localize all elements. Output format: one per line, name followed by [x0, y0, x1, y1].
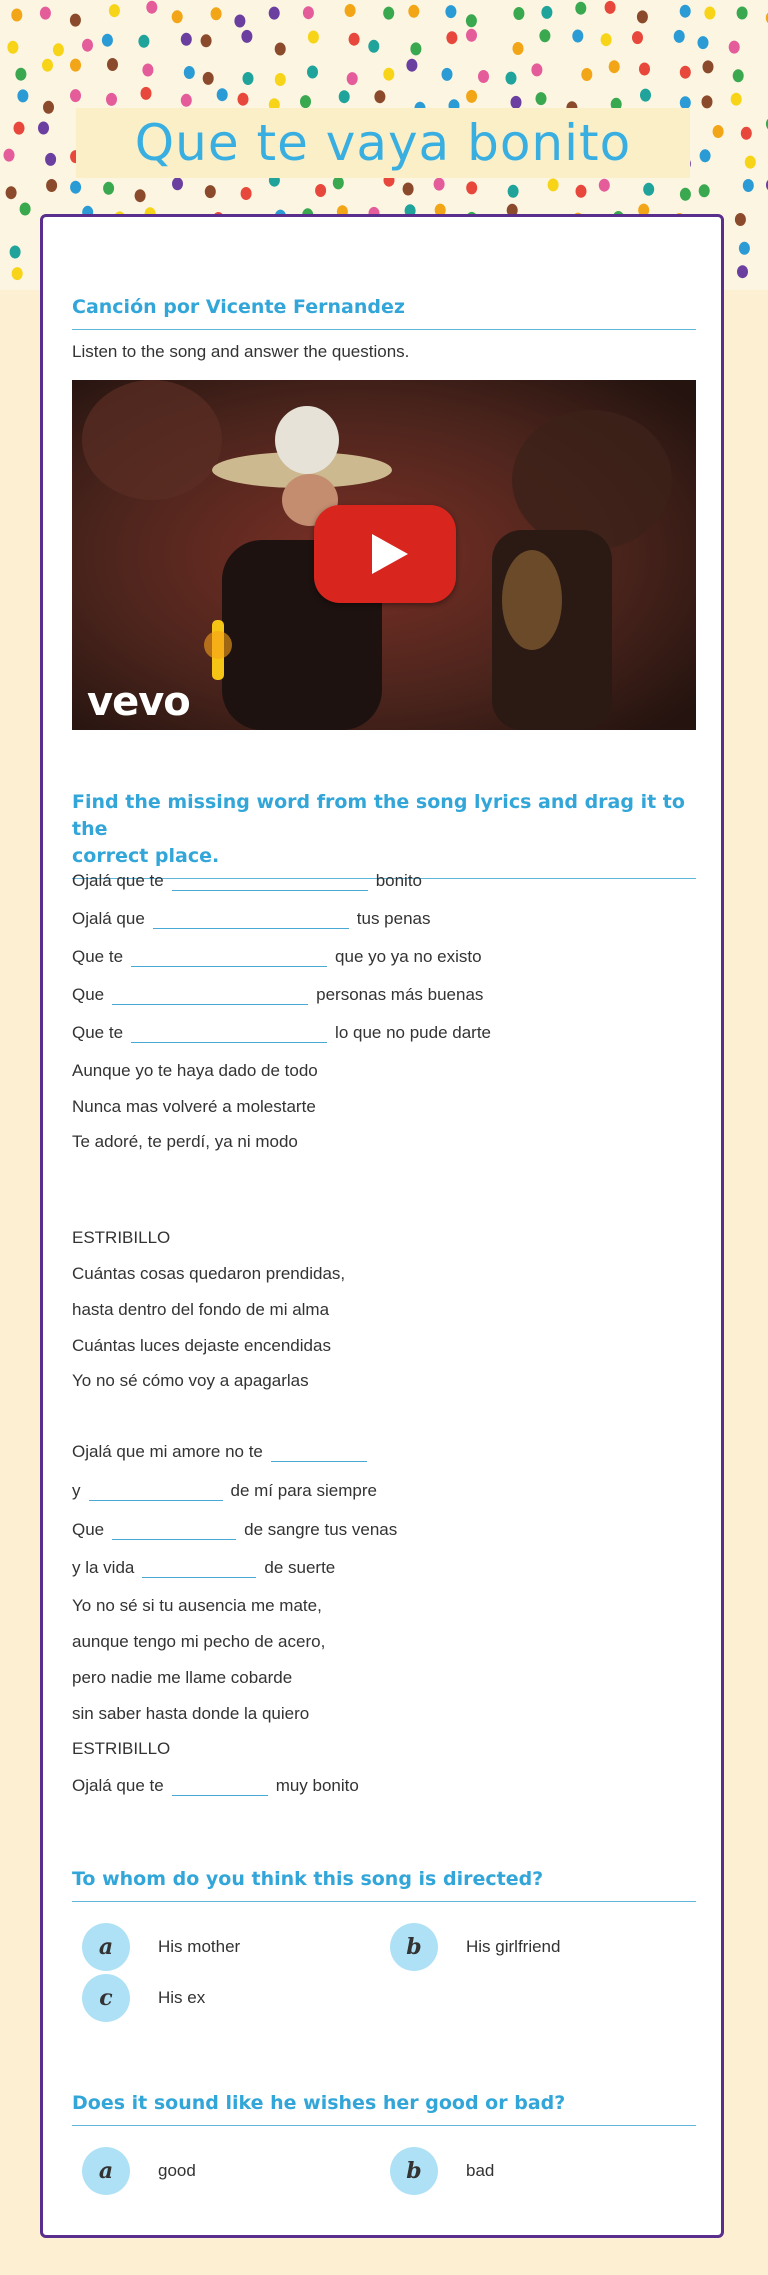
confetti-dot: [107, 58, 118, 71]
lyric-line: Cuántas cosas quedaron prendidas,: [72, 1264, 346, 1283]
confetti-dot: [141, 87, 152, 100]
drop-zone[interactable]: [131, 1024, 327, 1043]
confetti-dot: [729, 41, 740, 54]
confetti-dot: [142, 64, 153, 77]
intro-instruction: Listen to the song and answer the questions.: [72, 342, 410, 361]
confetti-dot: [11, 9, 22, 22]
confetti-dot: [138, 35, 149, 48]
lyrics-title-line-1: Find the missing word from the song lyrics and drag it to the: [72, 791, 685, 840]
lyric-line: pero nadie me llame cobarde: [72, 1668, 293, 1687]
confetti-dot: [513, 42, 524, 55]
chorus-label: ESTRIBILLO: [72, 1228, 171, 1247]
confetti-dot: [42, 59, 53, 72]
confetti-dot: [308, 31, 319, 44]
confetti-dot: [576, 185, 587, 198]
lyric-line: Que te lo que no pude darte: [72, 1023, 492, 1042]
confetti-dot: [410, 42, 421, 55]
drop-zone[interactable]: [89, 1482, 223, 1501]
lyric-line: Yo no sé si tu ausencia me mate,: [72, 1596, 322, 1615]
confetti-dot: [713, 125, 724, 138]
confetti-dot: [434, 178, 445, 191]
question-2-title: Does it sound like he wishes her good or bad?: [72, 2090, 696, 2126]
lyric-line: Ojalá que mi amore no te: [72, 1441, 696, 1462]
option-text: His mother: [158, 1937, 241, 1956]
lyrics-section-title: [72, 789, 696, 879]
confetti-dot: [303, 6, 314, 19]
confetti-dot: [680, 188, 691, 201]
confetti-dot: [698, 36, 709, 49]
confetti-dot: [745, 156, 756, 169]
confetti-dot: [632, 31, 643, 44]
lyric-line: y de mí para siempre: [72, 1481, 377, 1500]
lyrics-title-line-2: correct place.: [72, 845, 220, 867]
confetti-dot: [680, 66, 691, 79]
lyrics-section-header: [72, 789, 696, 879]
song-subtitle: Canción por Vicente Fernandez: [72, 294, 696, 330]
drop-zone[interactable]: [142, 1559, 256, 1578]
answer-option-b[interactable]: [390, 1923, 560, 1971]
lyric-line: Que te que yo ya no existo: [72, 947, 482, 966]
option-letter-badge: a: [82, 2147, 130, 2195]
confetti-dot: [478, 70, 489, 83]
confetti-dot: [466, 181, 477, 194]
lyric-line: y la vida de suerte: [72, 1558, 336, 1577]
question-2-header: [72, 2090, 696, 2126]
confetti-dot: [539, 29, 550, 42]
confetti-dot: [733, 69, 744, 82]
confetti-dot: [674, 30, 685, 43]
confetti-dot: [508, 185, 519, 198]
question-1-title: To whom do you think this song is directed?: [72, 1866, 696, 1902]
confetti-dot: [12, 267, 23, 280]
confetti-dot: [20, 203, 31, 216]
confetti-dot: [307, 66, 318, 79]
confetti-dot: [103, 182, 114, 195]
confetti-dot: [70, 59, 81, 72]
confetti-dot: [702, 95, 713, 108]
confetti-dot: [6, 186, 17, 199]
answer-option-c[interactable]: [82, 1974, 205, 2022]
option-text: His girlfriend: [466, 1937, 561, 1956]
confetti-dot: [680, 5, 691, 18]
confetti-dot: [368, 40, 379, 53]
confetti-dot: [506, 72, 517, 85]
confetti-dot: [731, 93, 742, 106]
confetti-dot: [531, 63, 542, 76]
confetti-dot: [269, 7, 280, 20]
confetti-dot: [146, 1, 157, 14]
confetti-dot: [374, 90, 385, 103]
confetti-dot: [735, 213, 746, 226]
intro-section: [72, 294, 696, 362]
confetti-dot: [135, 189, 146, 202]
confetti-dot: [737, 7, 748, 20]
confetti-dot: [181, 94, 192, 107]
drop-zone[interactable]: [112, 986, 308, 1005]
drop-zone[interactable]: [172, 1777, 268, 1796]
confetti-dot: [541, 6, 552, 19]
confetti-dot: [46, 179, 57, 192]
lyric-line: Que de sangre tus venas: [72, 1520, 398, 1539]
confetti-dot: [637, 10, 648, 23]
confetti-dot: [466, 90, 477, 103]
confetti-dot: [548, 178, 559, 191]
option-letter-badge: c: [82, 1974, 130, 2022]
confetti-dot: [203, 72, 214, 85]
confetti-dot: [741, 127, 752, 140]
confetti-dot: [643, 183, 654, 196]
confetti-dot: [43, 101, 54, 114]
confetti-dot: [339, 90, 350, 103]
confetti-dot: [40, 7, 51, 20]
confetti-dot: [446, 31, 457, 44]
confetti-dot: [234, 15, 245, 28]
confetti-dot: [572, 30, 583, 43]
confetti-dot: [106, 93, 117, 106]
confetti-dot: [181, 33, 192, 46]
drop-zone[interactable]: [172, 872, 368, 891]
confetti-dot: [345, 4, 356, 17]
confetti-dot: [70, 89, 81, 102]
confetti-dot: [739, 242, 750, 255]
confetti-dot: [536, 92, 547, 105]
confetti-dot: [442, 68, 453, 81]
confetti-dot: [70, 14, 81, 27]
drop-zone[interactable]: [131, 948, 327, 967]
lyric-line: hasta dentro del fondo de mi alma: [72, 1300, 330, 1319]
lyric-line: Ojalá que tus penas: [72, 909, 431, 928]
lyric-line: Ojalá que te muy bonito: [72, 1776, 359, 1795]
confetti-dot: [15, 68, 26, 81]
lyric-line: sin saber hasta donde la quiero: [72, 1704, 310, 1723]
confetti-dot: [575, 2, 586, 15]
lyric-line: Ojalá que te bonito: [72, 871, 423, 890]
drop-zone[interactable]: [112, 1521, 236, 1540]
lyric-line: Aunque yo te haya dado de todo: [72, 1061, 318, 1080]
title-banner: [76, 108, 690, 178]
confetti-dot: [17, 89, 28, 102]
confetti-dot: [408, 5, 419, 18]
confetti-dot: [605, 1, 616, 14]
video-player[interactable]: [72, 380, 696, 730]
confetti-dot: [38, 122, 49, 135]
confetti-dot: [300, 95, 311, 108]
confetti-dot: [109, 4, 120, 17]
confetti-dot: [703, 60, 714, 73]
lyric-line: Cuántas luces dejaste encendidas: [72, 1336, 331, 1355]
confetti-dot: [383, 68, 394, 81]
confetti-dot: [743, 179, 754, 192]
lyric-line: Que personas más buenas: [72, 985, 484, 1004]
answer-option-b[interactable]: [390, 2147, 494, 2195]
confetti-dot: [45, 153, 56, 166]
confetti-dot: [406, 59, 417, 72]
confetti-dot: [243, 72, 254, 85]
confetti-dot: [211, 7, 222, 20]
confetti-dot: [609, 60, 620, 73]
lyric-line: aunque tengo mi pecho de acero,: [72, 1632, 326, 1651]
confetti-dot: [172, 177, 183, 190]
option-letter-badge: b: [390, 1923, 438, 1971]
confetti-dot: [599, 179, 610, 192]
lyric-line: Yo no sé cómo voy a apagarlas: [72, 1371, 309, 1390]
confetti-dot: [403, 183, 414, 196]
confetti-dot: [511, 96, 522, 109]
confetti-dot: [349, 33, 360, 46]
confetti-dot: [347, 72, 358, 85]
vevo-logo: vevo: [87, 679, 190, 725]
confetti-dot: [53, 43, 64, 56]
confetti-dot: [82, 39, 93, 52]
option-text: bad: [466, 2161, 495, 2180]
confetti-dot: [201, 34, 212, 47]
drop-zone[interactable]: [271, 1443, 367, 1462]
confetti-dot: [7, 41, 18, 54]
confetti-dot: [205, 185, 216, 198]
confetti-dot: [14, 122, 25, 135]
option-letter-badge: b: [390, 2147, 438, 2195]
chorus-label: ESTRIBILLO: [72, 1739, 171, 1758]
confetti-dot: [4, 149, 15, 162]
confetti-dot: [10, 246, 21, 259]
confetti-dot: [466, 29, 477, 42]
confetti-dot: [241, 187, 252, 200]
confetti-dot: [445, 5, 456, 18]
confetti-dot: [238, 93, 249, 106]
confetti-dot: [102, 34, 113, 47]
option-text: good: [158, 2161, 196, 2180]
confetti-dot: [217, 88, 228, 101]
confetti-dot: [640, 89, 651, 102]
confetti-dot: [581, 68, 592, 81]
option-text: His ex: [158, 1988, 206, 2007]
drop-zone[interactable]: [153, 910, 349, 929]
confetti-dot: [737, 265, 748, 278]
worksheet-card: [40, 214, 724, 2238]
confetti-dot: [601, 33, 612, 46]
option-letter-badge: a: [82, 1923, 130, 1971]
answer-option-a[interactable]: [82, 2147, 196, 2195]
confetti-dot: [466, 14, 477, 27]
answer-option-a[interactable]: [82, 1923, 240, 1971]
lyric-line: Nunca mas volveré a molestarte: [72, 1097, 316, 1116]
play-button[interactable]: [314, 505, 456, 603]
play-icon: [314, 505, 456, 603]
lyric-line: Te adoré, te perdí, ya ni modo: [72, 1132, 298, 1151]
page-title: Que te vaya bonito: [134, 114, 632, 172]
confetti-dot: [275, 43, 286, 56]
confetti-dot: [639, 63, 650, 76]
confetti-dot: [513, 7, 524, 20]
confetti-dot: [275, 73, 286, 86]
confetti-dot: [184, 66, 195, 79]
question-1-header: [72, 1866, 696, 1902]
confetti-dot: [383, 7, 394, 20]
confetti-dot: [700, 149, 711, 162]
confetti-dot: [333, 176, 344, 189]
confetti-dot: [172, 10, 183, 23]
confetti-dot: [699, 184, 710, 197]
confetti-dot: [315, 184, 326, 197]
confetti-dot: [241, 30, 252, 43]
confetti-dot: [704, 7, 715, 20]
confetti-dot: [70, 181, 81, 194]
